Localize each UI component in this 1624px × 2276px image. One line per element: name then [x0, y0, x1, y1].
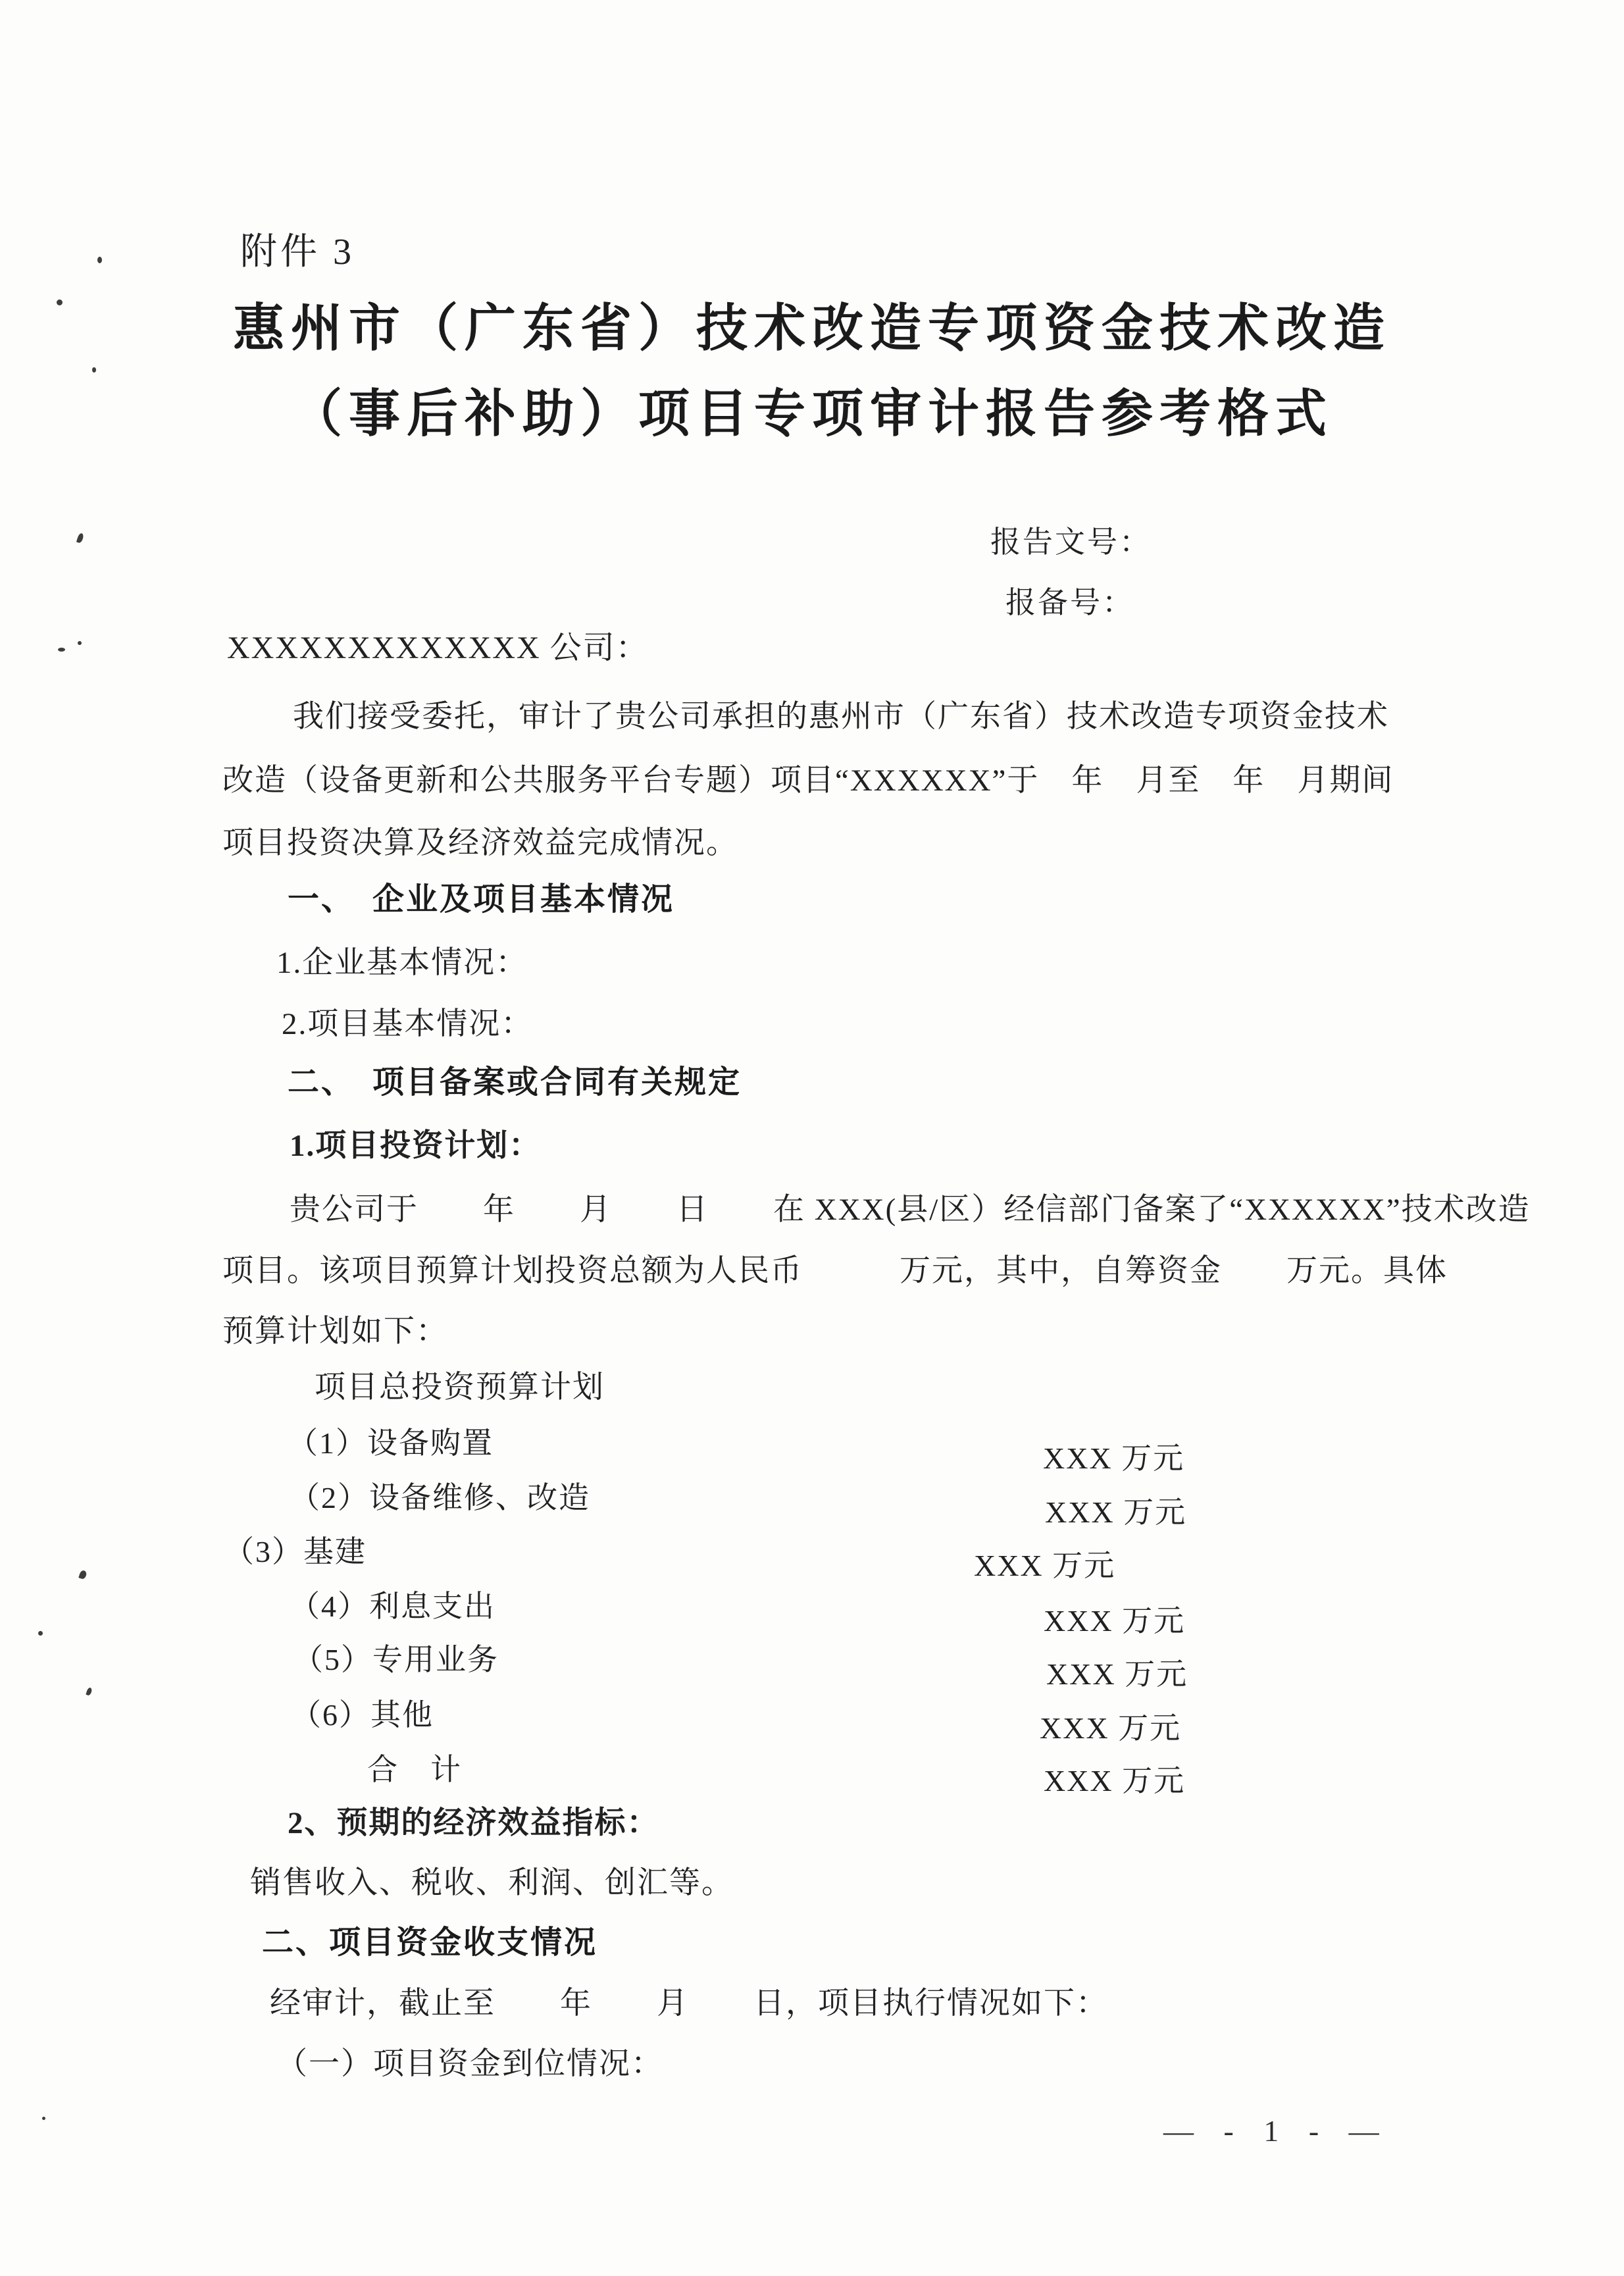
- budget-item-label: （3）基建: [224, 1535, 367, 1568]
- budget-total-label: 合 计: [367, 1753, 462, 1786]
- budget-item-value: XXX 万元: [1043, 1441, 1185, 1475]
- intro-line-2: 改造（设备更新和公共服务平台专题）项目“XXXXXX”于 年 月至 年 月期间: [222, 763, 1394, 798]
- fund-arrival-heading: （一）项目资金到位情况：: [276, 2047, 663, 2081]
- budget-item-label: （1）设备购置: [288, 1426, 494, 1460]
- budget-item-value: XXX 万元: [1046, 1657, 1188, 1691]
- scan-speckle: [78, 1570, 88, 1580]
- budget-item-value: XXX 万元: [1044, 1604, 1186, 1638]
- scan-speckle: [58, 648, 65, 652]
- economic-indicators-heading: 2、预期的经济效益指标：: [288, 1806, 659, 1840]
- budget-item-label: （6）其他: [291, 1698, 434, 1732]
- plan-line-2: 项目。该项目预算计划投资总额为人民币 万元，其中，自筹资金 万元。具体: [222, 1254, 1448, 1288]
- company-basic-item: 1.企业基本情况：: [276, 946, 528, 980]
- doc-title-line1: 惠州市（广东省）技术改造专项资金技术改造: [232, 299, 1391, 357]
- scan-speckle: [76, 532, 84, 544]
- scan-speckle: [38, 1631, 43, 1636]
- budget-item-label: （4）利息支出: [290, 1590, 495, 1623]
- report-number-label: 报告文号：: [990, 525, 1152, 559]
- intro-line-1: 我们接受委托，审计了贵公司承担的惠州市（广东省）技术改造专项资金技术: [293, 700, 1389, 734]
- scan-speckle: [97, 257, 102, 263]
- doc-title-line2: （事后补助）项目专项审计报告参考格式: [290, 385, 1333, 442]
- filing-number-label: 报备号：: [1005, 586, 1134, 619]
- section1-heading: 一、 企业及项目基本情况: [288, 882, 675, 917]
- economic-indicators-text: 销售收入、税收、利润、创汇等。: [250, 1866, 734, 1900]
- attachment-label: 附件 3: [240, 232, 355, 272]
- budget-title: 项目总投资预算计划: [315, 1370, 605, 1405]
- scan-speckle: [86, 1687, 92, 1696]
- budget-item-value: XXX 万元: [1040, 1711, 1182, 1745]
- investment-plan-heading: 1.项目投资计划：: [290, 1129, 542, 1163]
- plan-line-3: 预算计划如下：: [222, 1314, 448, 1349]
- scan-speckle: [92, 367, 96, 373]
- section3-heading: 二、项目资金收支情况: [262, 1925, 598, 1960]
- budget-item-label: （5）专用业务: [293, 1643, 499, 1676]
- budget-item-label: （2）设备维修、改造: [290, 1481, 590, 1514]
- project-basic-item: 2.项目基本情况：: [282, 1007, 534, 1041]
- scan-speckle: [78, 641, 82, 645]
- page-number: — - 1 - —: [1163, 2114, 1387, 2148]
- scan-speckle: [42, 2117, 45, 2120]
- budget-total-value: XXX 万元: [1044, 1764, 1186, 1798]
- intro-line-3: 项目投资决算及经济效益完成情况。: [222, 826, 738, 860]
- addressee: XXXXXXXXXXXXX 公司：: [227, 631, 649, 665]
- audit-status-line: 经审计，截止至 年 月 日，项目执行情况如下：: [270, 1986, 1108, 2021]
- budget-item-value: XXX 万元: [974, 1549, 1116, 1582]
- section2-heading: 二、 项目备案或合同有关规定: [288, 1065, 742, 1100]
- budget-item-value: XXX 万元: [1045, 1495, 1187, 1529]
- plan-line-1: 贵公司于 年 月 日 在 XXX(县/区）经信部门备案了“XXXXXX”技术改造: [290, 1193, 1531, 1227]
